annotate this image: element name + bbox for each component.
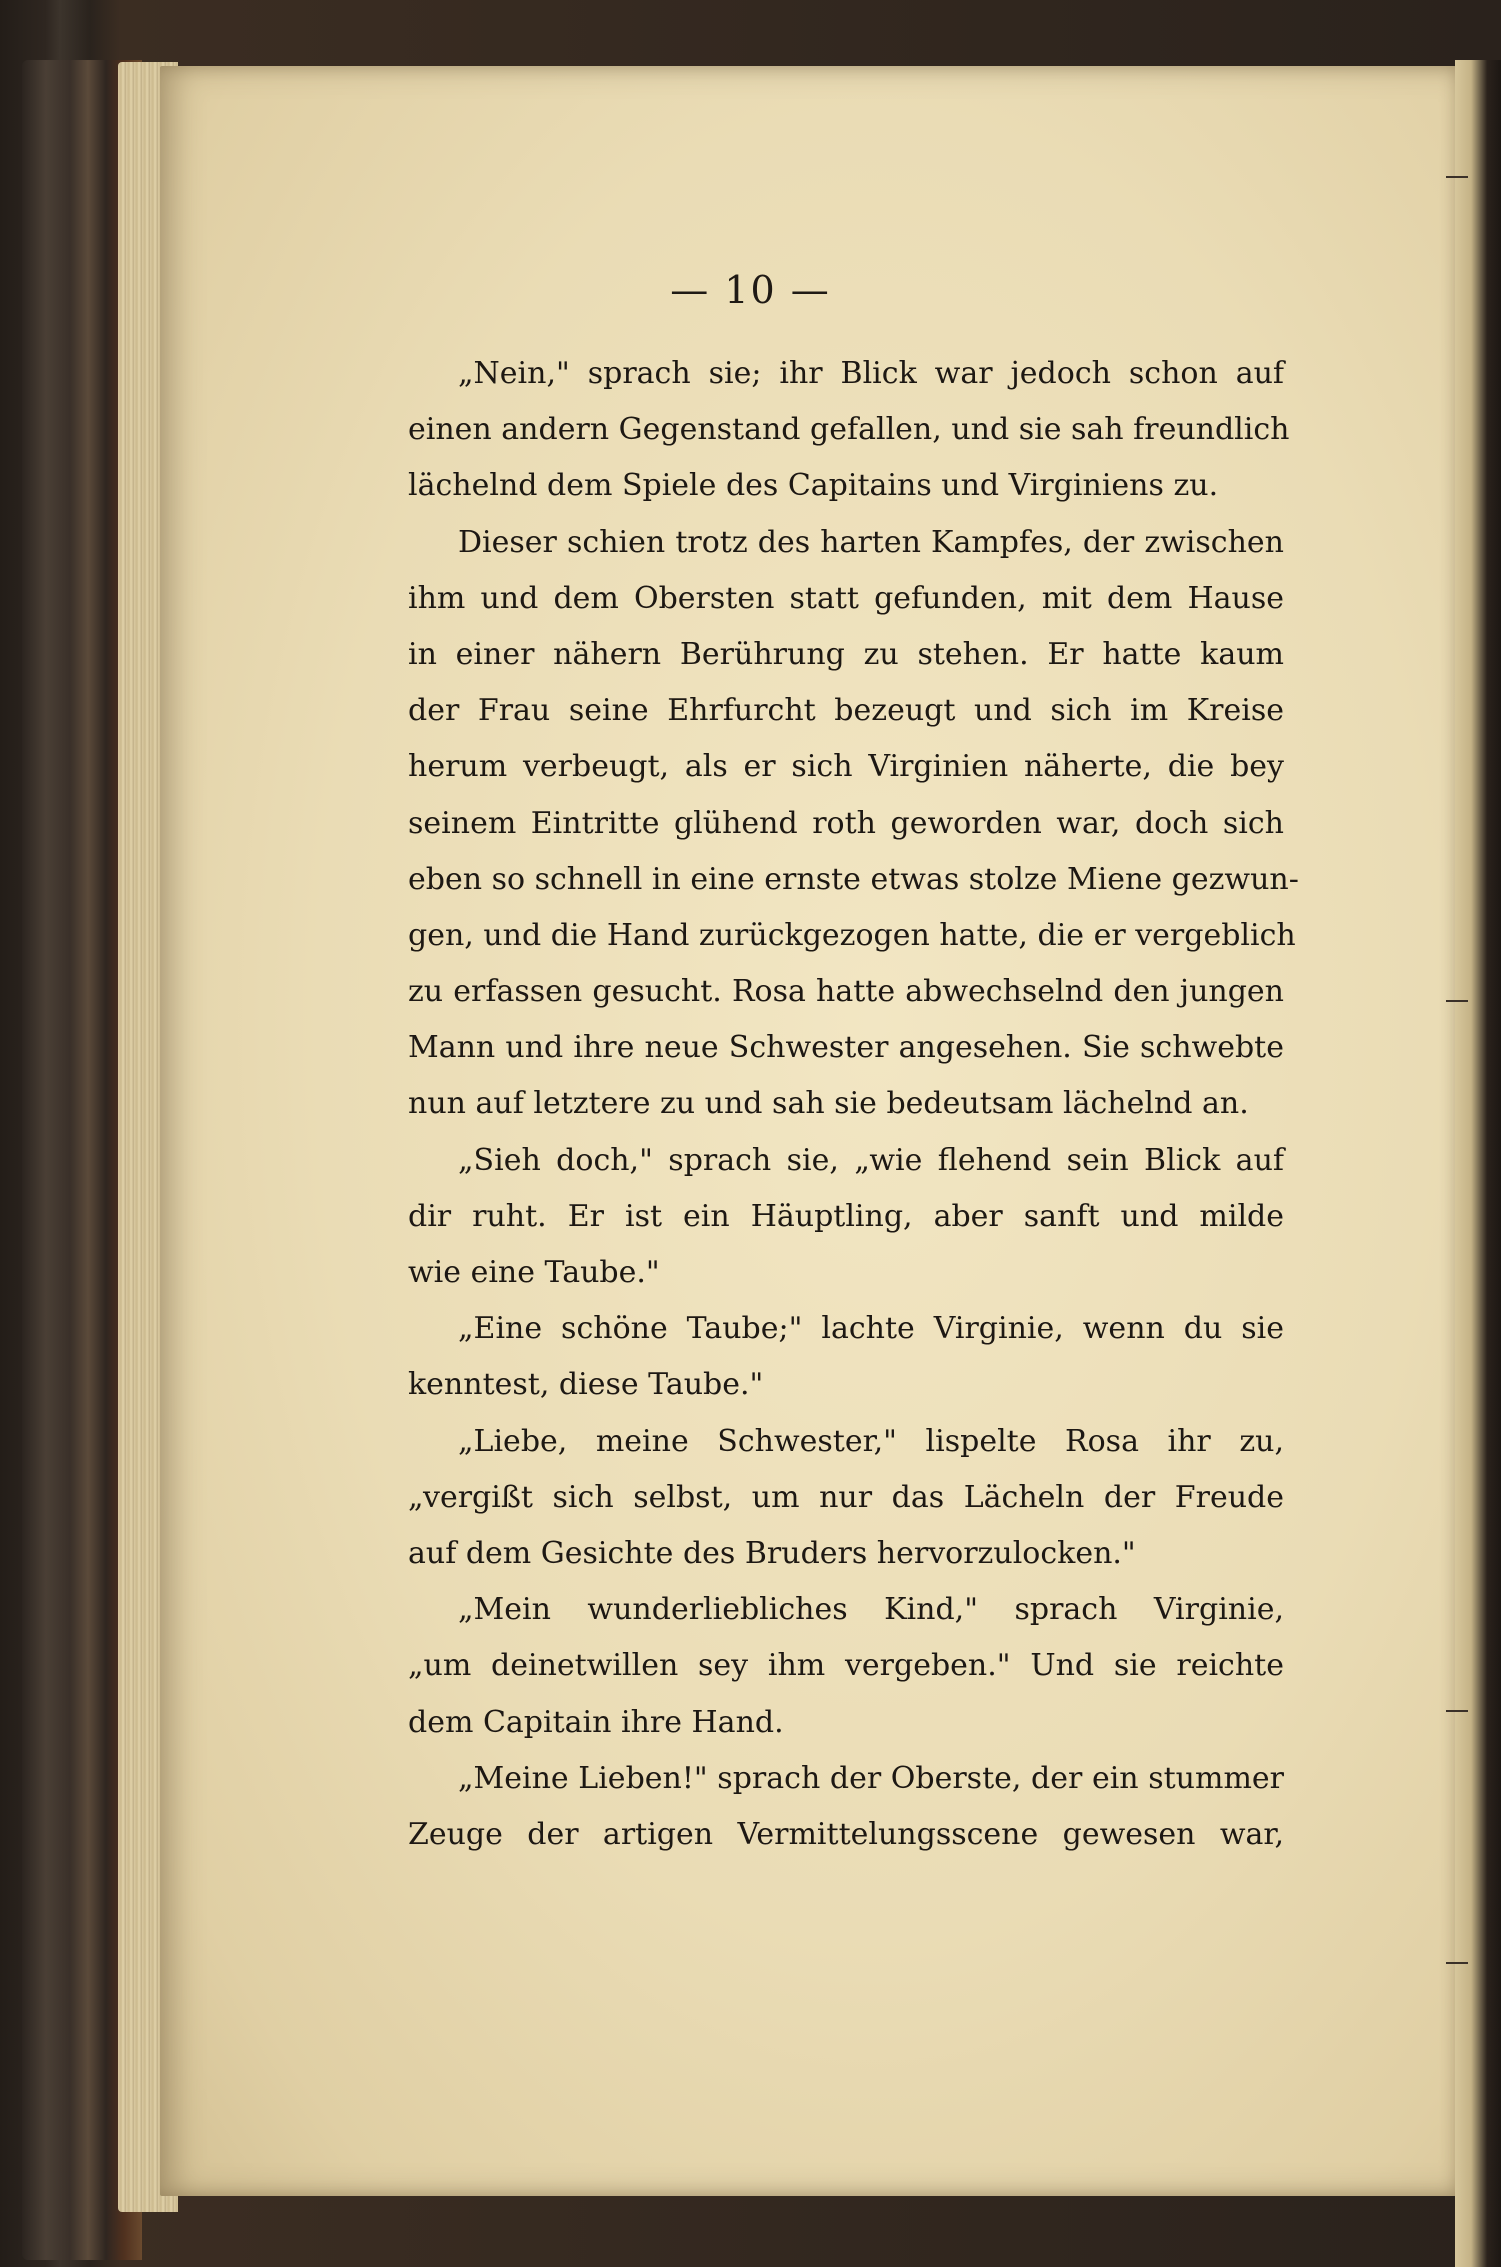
text-line: ihm und dem Obersten statt gefunden, mit dem Hause <box>408 580 1284 616</box>
text-line: seinem Eintritte glühend roth geworden war, doch sich <box>408 805 1284 841</box>
text-line: der Frau seine Ehrfurcht bezeugt und sich im Kreise <box>408 693 1284 729</box>
text-line: zu erfassen gesucht. Rosa hatte abwechselnd den jungen <box>408 974 1284 1010</box>
text-line: in einer nähern Berührung zu stehen. Er hatte kaum <box>408 636 1284 672</box>
next-page-edge <box>1455 60 1501 2267</box>
text-line: „Nein," sprach sie; ihr Blick war jedoch schon auf <box>458 356 1284 391</box>
margin-tick <box>1446 1000 1468 1002</box>
text-line: Dieser schien trotz des harten Kampfes, der zwischen <box>458 524 1284 560</box>
page-number: — 10 — <box>670 268 831 312</box>
text-line: nun auf letztere zu und sah sie bedeutsam lächelnd an. <box>408 1086 1249 1122</box>
text-line: „Liebe, meine Schwester," lispelte Rosa ihr zu, <box>458 1423 1284 1459</box>
text-line: „Sieh doch," sprach sie, „wie flehend sein Blick auf <box>458 1142 1284 1178</box>
margin-tick <box>1446 1962 1468 1964</box>
text-line: dir ruht. Er ist ein Häuptling, aber sanft und milde <box>408 1198 1284 1234</box>
text-line: einen andern Gegenstand gefallen, und sie sah freundlich <box>408 412 1290 448</box>
text-line: „um deinetwillen sey ihm vergeben." Und sie reichte <box>408 1648 1284 1684</box>
text-line: gen, und die Hand zurückgezogen hatte, die er vergeblich <box>408 917 1296 953</box>
text-line: „Eine schöne Taube;" lachte Virginie, wenn du sie <box>458 1311 1284 1347</box>
text-line: „vergißt sich selbst, um nur das Lächeln der Freude <box>408 1479 1284 1515</box>
margin-tick <box>1446 176 1468 178</box>
text-line: dem Capitain ihre Hand. <box>408 1704 784 1740</box>
text-line: eben so schnell in eine ernste etwas stolze Miene gezwun- <box>408 861 1299 897</box>
text-line: „Meine Lieben!" sprach der Oberste, der ein stummer <box>458 1760 1284 1796</box>
text-line: Zeuge der artigen Vermittelungsscene gewesen war, <box>408 1816 1284 1852</box>
text-line: wie eine Taube." <box>408 1255 660 1290</box>
text-line: kenntest, diese Taube." <box>408 1367 764 1403</box>
text-line: lächelnd dem Spiele des Capitains und Virginiens zu. <box>408 468 1219 504</box>
text-line: „Mein wunderliebliches Kind," sprach Virginie, <box>458 1592 1284 1628</box>
text-line: auf dem Gesichte des Bruders hervorzulocken." <box>408 1535 1136 1571</box>
body-text <box>408 346 1299 1863</box>
margin-tick <box>1446 1710 1468 1712</box>
text-line: Mann und ihre neue Schwester angesehen. Sie schwebte <box>408 1030 1284 1066</box>
text-line: herum verbeugt, als er sich Virginien näherte, die bey <box>408 749 1284 785</box>
